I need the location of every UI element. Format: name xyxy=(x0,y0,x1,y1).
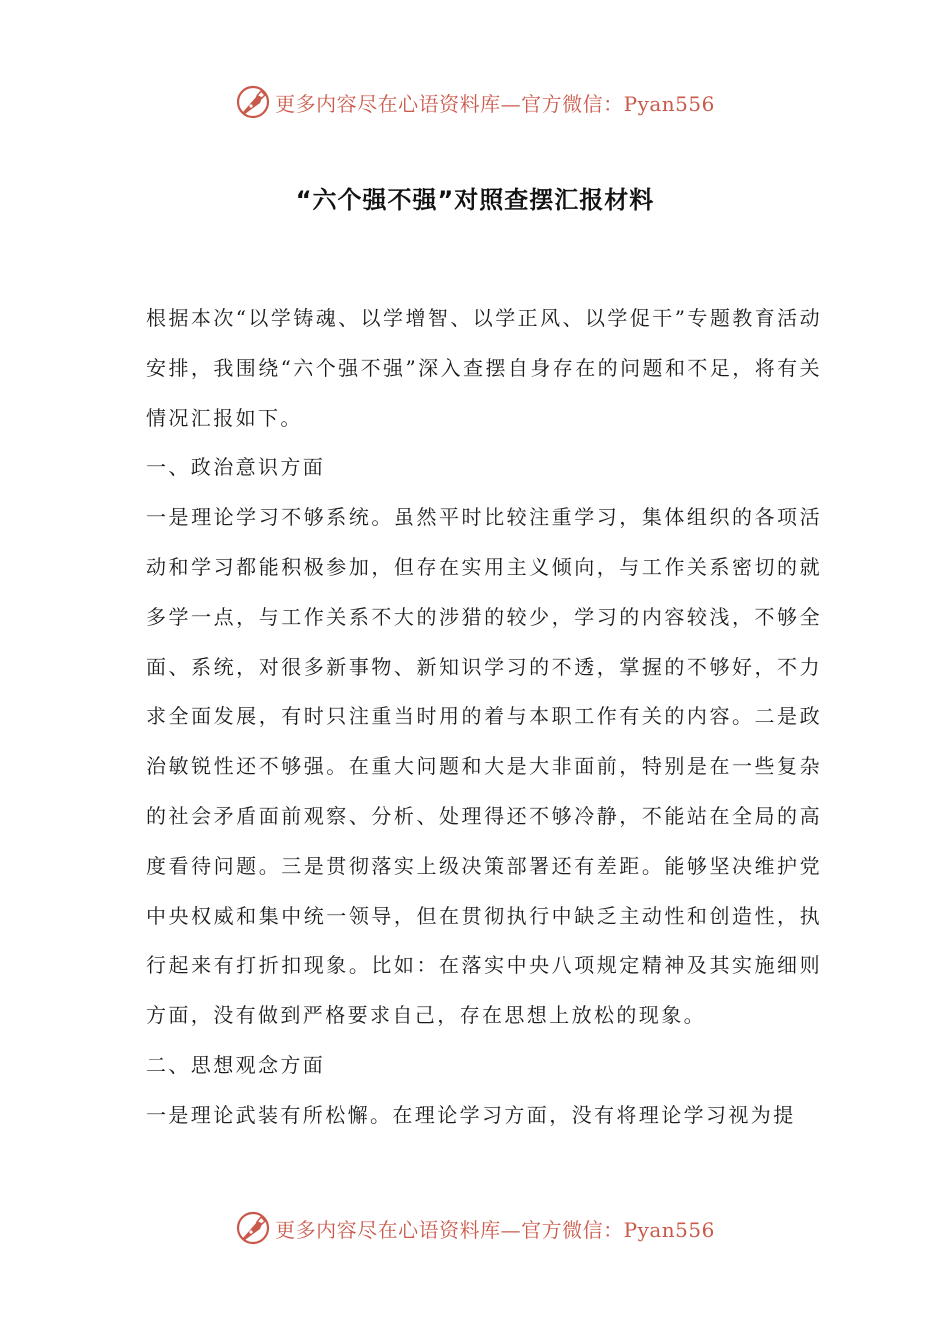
footer-watermark-banner xyxy=(0,1206,950,1250)
pen-nib-logo-icon xyxy=(235,84,271,120)
intro-paragraph: 根据本次“以学铸魂、以学增智、以学正风、以学促干”专题教育活动安排，我围绕“六个强不强”深入查摆自身存在的问题和不足，将有关情况汇报如下。 xyxy=(146,306,822,430)
body-paragraph: 一是理论学习不够系统。虽然平时比较注重学习，集体组织的各项活动和学习都能积极参加，但存在实用主义倾向，与工作关系密切的就多学一点，与工作关系不大的涉猎的较少，学习的内容较浅，不够全面、系统，对很多新事物、新知识学习的不透，掌握的不够好，不力求全面发展，有时只注重当时用的着与本职工作有关的内容。二是政治敏锐性还不够强。在重大问题和大是大非面前，特别是在一些复杂的社会矛盾面前观察、分析、处理得还不够冷静，不能站在全局的高度看待问题。三是贯彻落实上级决策部署还有差距。能够坚决维护党中央权威和集中统一领导，但在贯彻执行中缺乏主动性和创造性，执行起来有打折扣现象。比如：在落实中央八项规定精神及其实施细则方面，没有做到严格要求自己，存在思想上放松的现象。 xyxy=(146,505,822,1028)
pen-nib-logo-icon xyxy=(235,1210,271,1246)
banner-text: 更多内容尽在心语资料库—官方微信：Pyan556 xyxy=(275,1217,715,1242)
section-heading-ideology: 二、思想观念方面 xyxy=(146,1052,326,1077)
banner-text: 更多内容尽在心语资料库—官方微信：Pyan556 xyxy=(275,91,715,116)
header-watermark-banner xyxy=(0,80,950,124)
body-paragraph: 一是理论武装有所松懈。在理论学习方面，没有将理论学习视为提 xyxy=(146,1102,796,1127)
section-heading-political-awareness: 一、政治意识方面 xyxy=(146,455,326,480)
document-body xyxy=(146,294,822,1141)
document-title: “六个强不强”对照查摆汇报材料 xyxy=(295,186,655,214)
